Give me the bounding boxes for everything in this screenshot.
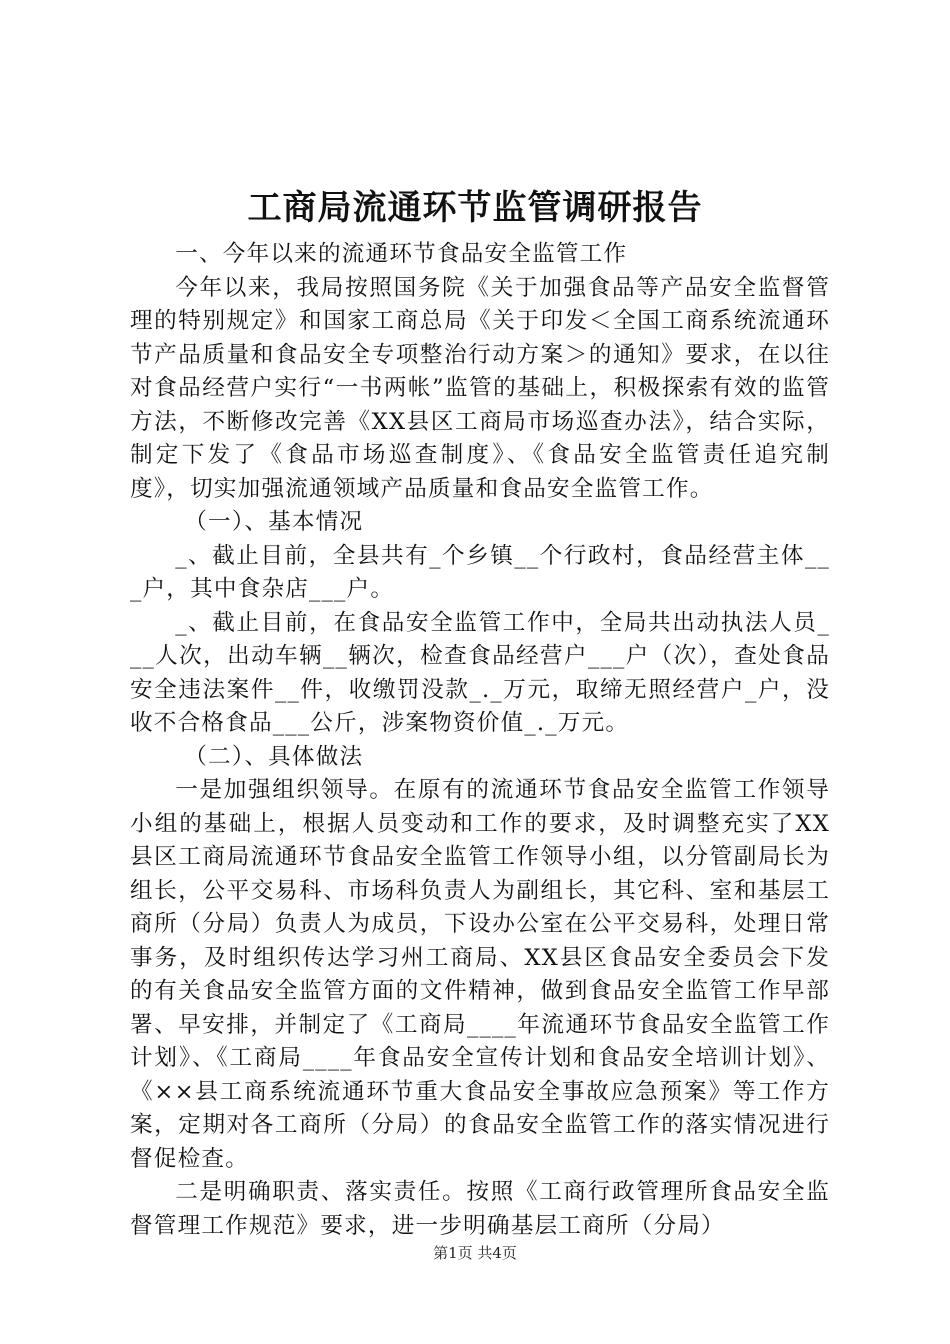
section-heading-1: 一、今年以来的流通环节食品安全监管工作 (175, 241, 628, 267)
page-number-footer: 第1页 共4页 (433, 1244, 517, 1262)
document-body (130, 238, 830, 1243)
document-title: 工商局流通环节监管调研报告 (247, 188, 703, 228)
subsection-heading-methods: （二）、具体做法 (184, 743, 364, 770)
body-paragraph: 二是明确职责、落实责任。按照《工商行政管理所食品安全监督管理工作规范》要求，进一步明确基层工商所（分局） (130, 1179, 830, 1239)
body-paragraph: _、截止目前，在食品安全监管工作中，全局共出动执法人员___人次，出动车辆__辆次，检查食品经营户___户（次），查处食品安全违法案件__件，收缴罚没款_._万元，取缔无照经营户_户，没收不合格食品___公斤，涉案物资价值_._万元。 (130, 609, 830, 736)
body-paragraph: 一是加强组织领导。在原有的流通环节食品安全监管工作领导小组的基础上，根据人员变动和工作的要求，及时调整充实了XX县区工商局流通环节食品安全监管工作领导小组，以分管副局长为组长，公平交易科、市场科负责人为副组长，其它科、室和基层工商所（分局）负责人为成员，下设办公室在公平交易科，处理日常事务，及时组织传达学习州工商局、XX县区食品安全委员会下发的有关食品安全监管方面的文件精神，做到食品安全监管工作早部署、早安排，并制定了《工商局____年流通环节食品安全监管工作计划》、《工商局____年食品安全宣传计划和食品安全培训计划》、《××县工商系统流通环节重大食品安全事故应急预案》等工作方案，定期对各工商所（分局）的食品安全监管工作的落实情况进行督促检查。 (130, 777, 830, 1172)
body-paragraph: _、截止目前，全县共有_个乡镇__个行政村，食品经营主体___户，其中食杂店___户。 (130, 542, 830, 602)
body-paragraph: 今年以来，我局按照国务院《关于加强食品等产品安全监督管理的特别规定》和国家工商总局《关于印发＜全国工商系统流通环节产品质量和食品安全专项整治行动方案＞的通知》要求，在以往对食品经营户实行“一书两帐”监管的基础上，积极探索有效的监管方法，不断修改完善《XX县区工商局市场巡查办法》，结合实际，制定下发了《食品市场巡查制度》、《食品安全监管责任追究制度》，切实加强流通领域产品质量和食品安全监管工作。 (130, 274, 830, 502)
subsection-heading-basic: （一）、基本情况 (184, 509, 364, 535)
